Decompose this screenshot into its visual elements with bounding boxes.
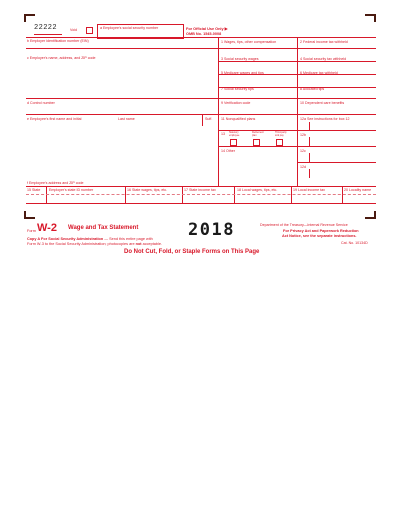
box-15-employer-id-label: Employer's state ID number [49,188,94,192]
copy-a-line-2-end: acceptable. [141,242,163,246]
box-2-label: 2 Federal income tax withheld [300,40,348,44]
box-14-label: 14 Other [221,149,235,153]
box-f-label: f Employee's address and ZIP code [27,181,84,185]
box-17-label: 17 State income tax [184,188,216,192]
copy-a-title: Copy A For Social Security Administration [27,237,104,241]
statutory-employee-label: Statutory employee [229,131,240,137]
box-c-label: c Employer's name, address, and ZIP code [27,56,96,60]
control-code: 22222 [34,24,58,32]
copy-a-instruction: — Send this entire page with [103,237,153,241]
box-12c-label: 12c [300,149,306,153]
crop-mark-top-right-v [374,14,376,22]
third-party-sick-pay-checkbox[interactable] [276,139,283,146]
department-label: Department of the Treasury—Internal Revenue Service [260,223,348,227]
box-e-label: e Employee's first name and initial [27,117,82,121]
form-title: Wage and Tax Statement [68,225,139,231]
box-13-label: 13 [221,132,225,136]
official-use-label: For Official Use Only ▶ [186,27,228,31]
box-20-label: 20 Locality name [344,188,372,192]
void-label: Void [70,28,77,32]
omb-number: OMB No. 1545-0008 [186,32,222,36]
suffix-label: Suff. [205,117,213,121]
copy-a-line-2 [27,242,162,246]
box-b-label: b Employer identification number (EIN) [27,39,89,43]
box-a-label: a Employee's social security number [100,26,159,30]
tax-year: 2018 [188,220,235,240]
box-1-label: 1 Wages, tips, other compensation [221,40,277,44]
box-11-label: 11 Nonqualified plans [221,117,256,121]
box-6-label: 6 Medicare tax withheld [300,71,338,75]
third-party-sick-pay-label: Third-party sick pay [275,131,287,137]
privacy-notice-line-1: For Privacy Act and Paperwork Reduction [283,229,359,233]
copy-a-line-1 [27,237,153,241]
box-12a-label: 12a See instructions for box 12 [300,117,350,121]
box-8-label: 8 Allocated tips [300,87,325,91]
void-checkbox[interactable] [86,27,93,34]
box-5-label: 5 Medicare wages and tips [221,71,264,75]
box-16-label: 16 State wages, tips, etc. [127,188,168,192]
crop-mark-bottom-left-v [24,211,26,219]
crop-mark-bottom-right-v [374,211,376,219]
box-7-label: 7 Social security tips [221,87,254,91]
do-not-cut-notice: Do Not Cut, Fold, or Staple Forms on This Page [124,249,260,255]
box-15-label: 15 State [27,188,41,192]
box-18-label: 18 Local wages, tips, etc. [237,188,278,192]
privacy-notice-line-2: Act Notice, see the separate instructions. [282,234,357,238]
box-19-label: 19 Local income tax [293,188,325,192]
form-word: Form [27,229,36,233]
statutory-employee-checkbox[interactable] [230,139,237,146]
box-12d-label: 12d [300,165,306,169]
box-10-label: 10 Dependent care benefits [300,101,345,105]
box-3-label: 3 Social security wages [221,57,259,61]
box-9-label: 9 Verification code [221,101,251,105]
last-name-label: Last name [118,117,135,121]
catalog-number: Cat. No. 10134D [341,241,368,245]
retirement-plan-label: Retirement plan [252,131,264,137]
not-word: not [135,242,142,246]
crop-mark-top-left-v [24,14,26,22]
box-12b-label: 12b [300,133,306,137]
copy-a-line-2-text: Form W-3 to the Social Security Administration; photocopies are [27,242,136,246]
box-4-label: 4 Social security tax withheld [300,57,347,61]
box-d-label: d Control number [27,101,55,105]
retirement-plan-checkbox[interactable] [253,139,260,146]
form-name: W-2 [37,222,57,234]
